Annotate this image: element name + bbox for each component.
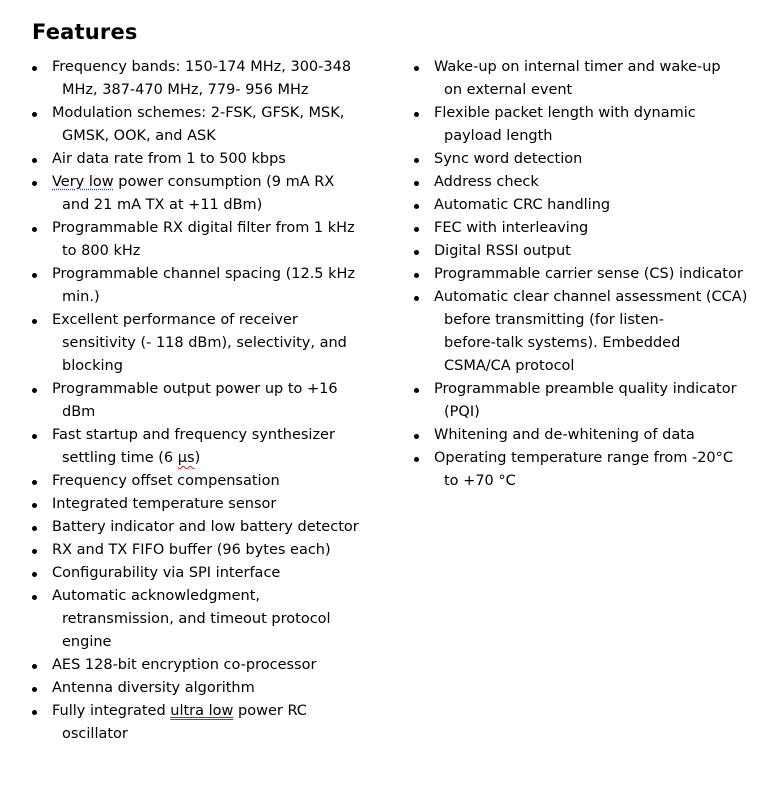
bullet-icon [32,710,37,715]
list-item-data-rate: Air data rate from 1 to 500 kbps [30,148,375,171]
features-list-right [412,56,784,493]
list-item-rc-oscillator: Fully integrated ultra low power RC oscillator [30,700,375,746]
bullet-icon [414,181,419,186]
list-item-channel-spacing: Programmable channel spacing (12.5 kHz min.) [30,263,375,309]
list-item-temperature-range: Operating temperature range from -20°C to +70 °C [412,447,784,493]
list-item-output-power: Programmable output power up to +16 dBm [30,378,375,424]
list-item-receiver-performance: Excellent performance of receiver sensitivity (- 118 dBm), selectivity, and blocking [30,309,375,378]
bullet-icon [414,204,419,209]
list-item-temperature-sensor: Integrated temperature sensor [30,493,375,516]
list-item-modulation: Modulation schemes: 2-FSK, GFSK, MSK, GMSK, OOK, and ASK [30,102,375,148]
bullet-icon [32,664,37,669]
list-item-whitening: Whitening and de-whitening of data [412,424,784,447]
bullet-icon [414,457,419,462]
grammar-marked-text[interactable]: ultra low [170,703,234,719]
list-item-auto-ack: Automatic acknowledgment, retransmission, and timeout protocol engine [30,585,375,654]
spelling-marked-text[interactable]: µs [177,450,195,466]
list-item-rssi: Digital RSSI output [412,240,784,263]
bullet-icon [32,572,37,577]
list-item-antenna-diversity: Antenna diversity algorithm [30,677,375,700]
list-item-aes-encryption: AES 128-bit encryption co-processor [30,654,375,677]
list-item-address-check: Address check [412,171,784,194]
bullet-icon [32,434,37,439]
bullet-icon [414,250,419,255]
list-item-packet-length: Flexible packet length with dynamic payload length [412,102,784,148]
bullet-icon [414,296,419,301]
list-item-pqi: Programmable preamble quality indicator (PQI) [412,378,784,424]
bullet-icon [414,112,419,117]
bullet-icon [414,227,419,232]
bullet-icon [414,66,419,71]
list-item-rx-filter: Programmable RX digital filter from 1 kHz to 800 kHz [30,217,375,263]
bullet-icon [32,112,37,117]
bullet-icon [32,181,37,186]
bullet-icon [32,158,37,163]
bullet-icon [32,687,37,692]
bullet-icon [414,434,419,439]
list-item-battery-indicator: Battery indicator and low battery detector [30,516,375,539]
bullet-icon [32,595,37,600]
bullet-icon [414,158,419,163]
bullet-icon [32,227,37,232]
list-item-power-consumption: Very low power consumption (9 mA RX and 21 mA TX at +11 dBm) [30,171,375,217]
grammar-marked-text[interactable]: Very low [52,174,114,190]
bullet-icon [32,549,37,554]
features-heading: Features [32,20,138,44]
features-list-left [30,56,375,746]
list-item-carrier-sense: Programmable carrier sense (CS) indicator [412,263,784,286]
bullet-icon [414,388,419,393]
bullet-icon [414,273,419,278]
list-item-frequency-bands: Frequency bands: 150-174 MHz, 300-348 MHz, 387-470 MHz, 779- 956 MHz [30,56,375,102]
bullet-icon [32,526,37,531]
list-item-wake-up: Wake-up on internal timer and wake-up on external event [412,56,784,102]
bullet-icon [32,388,37,393]
list-item-cca: Automatic clear channel assessment (CCA) before transmitting (for listen- before-talk systems). Embedded CSMA/CA protocol [412,286,784,378]
bullet-icon [32,66,37,71]
bullet-icon [32,319,37,324]
bullet-icon [32,273,37,278]
list-item-frequency-offset: Frequency offset compensation [30,470,375,493]
list-item-crc: Automatic CRC handling [412,194,784,217]
list-item-fast-startup: Fast startup and frequency synthesizer settling time (6 µs) [30,424,375,470]
list-item-fec: FEC with interleaving [412,217,784,240]
bullet-icon [32,480,37,485]
list-item-sync-word: Sync word detection [412,148,784,171]
list-item-spi-interface: Configurability via SPI interface [30,562,375,585]
list-item-fifo-buffer: RX and TX FIFO buffer (96 bytes each) [30,539,375,562]
bullet-icon [32,503,37,508]
